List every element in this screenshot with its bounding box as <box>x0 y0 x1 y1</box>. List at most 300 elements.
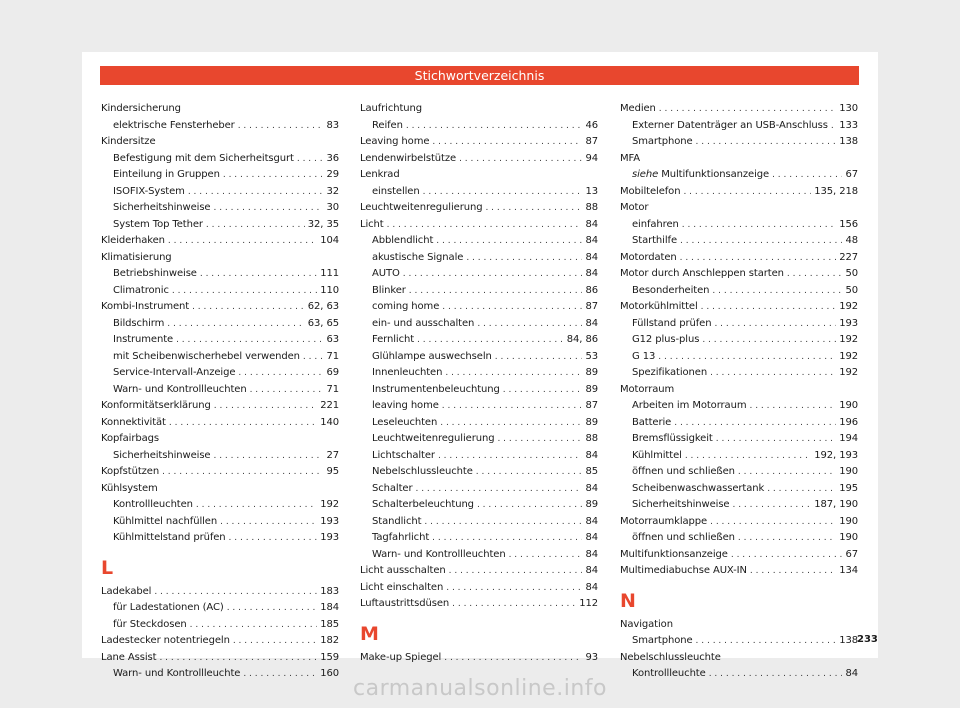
index-entry-label: Tagfahrlicht <box>372 532 430 543</box>
leader-dots <box>476 464 583 481</box>
leader-dots <box>406 118 583 135</box>
index-page-ref: 183 <box>320 585 339 597</box>
index-entry-label-target: Multifunktionsanzeige <box>658 169 770 180</box>
index-entry-label: elektrische Fensterheber <box>113 119 235 131</box>
leader-dots <box>444 650 582 667</box>
leader-dots <box>159 650 317 667</box>
index-entry-label: Kleiderhaken <box>101 235 165 246</box>
index-entry-label: Lendenwirbelstütze <box>360 152 457 164</box>
index-entry <box>360 101 598 118</box>
leader-dots <box>238 365 323 382</box>
leader-dots <box>683 184 811 201</box>
index-subentry <box>620 332 858 349</box>
index-subentry <box>360 497 598 514</box>
leader-dots <box>172 283 317 300</box>
index-subentry <box>360 365 598 382</box>
index-page-ref: 135, 218 <box>814 185 858 197</box>
index-entry <box>620 299 858 316</box>
index-entry-label: Bremsflüssigkeit <box>632 433 713 444</box>
index-entry <box>620 514 858 531</box>
index-entry <box>620 151 858 168</box>
leader-dots <box>206 217 305 234</box>
leader-dots <box>196 497 317 514</box>
index-page-ref: 63, 65 <box>307 317 339 329</box>
index-entry-label: Sicherheitshinweise <box>113 202 211 213</box>
leader-dots <box>731 547 843 564</box>
index-column-3 <box>620 101 858 683</box>
index-page-ref: 84 <box>585 515 598 527</box>
leader-dots <box>423 184 583 201</box>
index-page-ref: 87 <box>585 301 598 312</box>
index-entry-label: für Steckdosen <box>113 618 187 630</box>
index-subentry <box>360 547 598 564</box>
index-entry-label: Bildschirm <box>113 317 165 329</box>
index-entry-label: öffnen und schließen <box>632 532 735 543</box>
index-entry-label: einstellen <box>372 185 420 197</box>
index-subentry <box>620 448 858 465</box>
index-subentry <box>101 316 339 333</box>
leader-dots <box>831 118 836 135</box>
index-page-ref: 195 <box>839 482 858 494</box>
index-entry-label: Leseleuchten <box>372 416 438 428</box>
index-entry-label: Kontrollleuchten <box>113 499 193 510</box>
index-page-ref: 84, 86 <box>566 334 598 345</box>
index-subentry <box>360 448 598 465</box>
index-page-ref: 50 <box>845 268 858 279</box>
index-entry-label: Luftaustrittsdüsen <box>360 598 450 609</box>
leader-dots <box>716 431 836 448</box>
index-entry-label: Leuchtweitenregulierung <box>360 202 483 213</box>
leader-dots <box>192 299 305 316</box>
index-page-ref: 187, 190 <box>814 499 858 510</box>
index-entry-label: Instrumente <box>113 334 174 345</box>
index-page-ref: 88 <box>585 202 598 213</box>
index-entry <box>620 563 858 580</box>
index-page-ref: 71 <box>326 350 339 362</box>
index-page-ref: 93 <box>585 651 598 663</box>
index-page-ref: 32, 35 <box>307 218 339 230</box>
index-entry-label: Füllstand prüfen <box>632 317 712 329</box>
leader-dots <box>787 266 843 283</box>
index-entry-label: Betriebshinweise <box>113 268 197 279</box>
index-entry-label: Lenkrad <box>360 169 400 180</box>
index-page-ref: 83 <box>326 119 339 131</box>
index-subentry <box>101 118 339 135</box>
index-page-ref: 62, 63 <box>307 301 339 312</box>
index-page-ref: 84 <box>845 668 858 679</box>
leader-dots <box>702 332 836 349</box>
index-page-ref: 84 <box>585 482 598 494</box>
leader-dots <box>497 431 582 448</box>
index-entry-label: Licht <box>360 218 384 230</box>
index-subentry <box>360 431 598 448</box>
index-subentry <box>620 118 858 135</box>
index-entry-label: Motor <box>620 202 649 213</box>
leader-dots <box>409 283 583 300</box>
index-entry-label: Kombi-Instrument <box>101 301 190 312</box>
index-entry-label: Nebelschlussleuchte <box>620 651 721 663</box>
index-entry-label: öffnen und schließen <box>632 466 735 477</box>
index-subentry <box>360 266 598 283</box>
leader-dots <box>238 118 324 135</box>
index-entry-label: Leaving home <box>360 136 430 147</box>
index-page-ref: 67 <box>845 169 858 180</box>
leader-dots <box>682 217 836 234</box>
index-entry-label: Schalterbeleuchtung <box>372 499 474 510</box>
index-entry-label: mit Scheibenwischerhebel verwenden <box>113 350 300 362</box>
index-entry <box>101 584 339 601</box>
leader-dots <box>214 398 317 415</box>
index-entry <box>620 266 858 283</box>
watermark: carmanualsonline.info <box>353 676 607 701</box>
leader-dots <box>685 448 811 465</box>
index-page-ref: 156 <box>839 218 858 230</box>
index-page-ref: 29 <box>326 169 339 180</box>
index-page-ref: 84 <box>585 532 598 543</box>
index-entry-label: Kühlmittelstand prüfen <box>113 532 226 543</box>
index-page-ref: 84 <box>585 251 598 263</box>
index-entry-label: Einteilung in Gruppen <box>113 169 220 180</box>
leader-dots <box>446 580 582 597</box>
index-entry <box>101 415 339 432</box>
leader-dots <box>250 382 324 399</box>
index-page-ref: 89 <box>585 499 598 510</box>
leader-dots <box>696 633 837 650</box>
index-subentry <box>101 349 339 366</box>
index-entry-label: Kühlsystem <box>101 482 158 494</box>
index-subentry <box>620 349 858 366</box>
leader-dots <box>154 584 317 601</box>
index-page-ref: 84 <box>585 548 598 560</box>
index-entry-label: Abblendlicht <box>372 235 434 246</box>
index-subentry <box>620 464 858 481</box>
leader-dots <box>227 600 318 617</box>
leader-dots <box>509 547 583 564</box>
page-number: 233 <box>857 634 878 645</box>
index-entry-label: Motordaten <box>620 251 677 263</box>
index-entry-label: Blinker <box>372 284 406 296</box>
leader-dots <box>714 316 836 333</box>
index-page-ref: 193 <box>839 317 858 329</box>
index-entry-label: Kopfstützen <box>101 466 160 477</box>
leader-dots <box>432 134 582 151</box>
index-entry-label: Service-Intervall-Anzeige <box>113 367 236 378</box>
leader-dots <box>167 316 305 333</box>
index-subentry <box>101 382 339 399</box>
leader-dots <box>452 596 576 613</box>
index-entry-label: Leuchtweitenregulierung <box>372 433 495 444</box>
index-entry <box>360 151 598 168</box>
index-entry-label: Make-up Spiegel <box>360 651 442 663</box>
index-page-ref: 110 <box>320 284 339 296</box>
index-subentry <box>620 497 858 514</box>
index-entry-label: Externer Datenträger an USB-Anschluss <box>632 119 828 131</box>
leader-dots <box>485 200 582 217</box>
index-subentry <box>620 283 858 300</box>
leader-dots <box>436 233 582 250</box>
index-page-ref: 190 <box>839 532 858 543</box>
index-entry <box>101 431 339 448</box>
leader-dots <box>213 448 323 465</box>
index-subentry <box>360 250 598 267</box>
index-subentry <box>101 283 339 300</box>
index-entry-label: Batterie <box>632 416 672 428</box>
leader-dots <box>459 151 582 168</box>
leader-dots <box>168 233 317 250</box>
leader-dots <box>466 250 582 267</box>
leader-dots <box>680 250 837 267</box>
leader-dots <box>162 464 323 481</box>
index-entry <box>360 200 598 217</box>
index-entry-label: Scheibenwaschwassertank <box>632 482 765 494</box>
index-entry-label: Innenleuchten <box>372 367 443 378</box>
index-subentry <box>360 184 598 201</box>
index-entry-label: Multifunktionsanzeige <box>620 548 728 560</box>
index-entry-label: AUTO <box>372 268 400 279</box>
leader-dots <box>415 481 582 498</box>
index-entry-label: Ladestecker notentriegeln <box>101 635 230 646</box>
page-title: Stichwortverzeichnis <box>414 68 545 83</box>
leader-dots <box>658 349 836 366</box>
index-entry-label: ISOFIX-System <box>113 185 185 197</box>
index-page-ref: 185 <box>320 618 339 630</box>
index-page-ref: 192 <box>839 350 858 362</box>
index-entry-label: Besonderheiten <box>632 284 710 296</box>
index-subentry <box>360 299 598 316</box>
index-subentry <box>620 217 858 234</box>
leader-dots <box>477 497 583 514</box>
index-page-ref: 36 <box>326 152 339 164</box>
index-page-ref: 69 <box>326 367 339 378</box>
index-entry <box>101 101 339 118</box>
index-subentry <box>101 617 339 634</box>
index-page-ref: 86 <box>585 284 598 296</box>
index-subentry <box>360 233 598 250</box>
index-page-ref: 67 <box>845 548 858 560</box>
index-entry-label: akustische Signale <box>372 251 464 263</box>
index-entry-label: G 13 <box>632 350 656 362</box>
index-page-ref: 48 <box>845 235 858 246</box>
leader-dots <box>442 299 582 316</box>
index-entry-label: Reifen <box>372 119 403 131</box>
index-entry <box>360 134 598 151</box>
leader-dots <box>710 365 836 382</box>
index-page-ref: 63 <box>326 334 339 345</box>
index-subentry <box>620 316 858 333</box>
index-page-ref: 133 <box>839 119 858 131</box>
index-entry-label: MFA <box>620 152 641 164</box>
index-entry <box>101 481 339 498</box>
index-entry-label: Sicherheitshinweise <box>113 449 211 461</box>
index-entry-label: Lane Assist <box>101 651 157 663</box>
leader-dots <box>712 283 842 300</box>
index-page-ref: 193 <box>320 515 339 527</box>
index-page-ref: 190 <box>839 400 858 411</box>
index-page-ref: 138 <box>839 635 858 646</box>
index-page-ref: 95 <box>326 466 339 477</box>
index-page-ref: 182 <box>320 635 339 646</box>
leader-dots <box>495 349 583 366</box>
index-entry-label: Konformitätserklärung <box>101 400 211 411</box>
index-page-ref: 71 <box>326 383 339 395</box>
index-entry <box>101 398 339 415</box>
leader-dots <box>190 617 318 634</box>
index-entry-label: Schalter <box>372 482 413 494</box>
index-entry <box>620 547 858 564</box>
index-page-ref: 140 <box>320 416 339 428</box>
index-page-ref: 196 <box>839 416 858 428</box>
index-entry-label: Ladekabel <box>101 585 152 597</box>
leader-dots <box>188 184 324 201</box>
index-entry <box>360 650 598 667</box>
index-page-ref: 30 <box>326 202 339 213</box>
index-subentry <box>620 398 858 415</box>
index-subentry <box>101 167 339 184</box>
index-entry-label: Starthilfe <box>632 235 677 246</box>
index-entry-label: Nebelschlussleuchte <box>372 466 473 477</box>
index-entry <box>101 464 339 481</box>
index-page-ref: 13 <box>585 185 598 197</box>
leader-dots <box>213 200 323 217</box>
leader-dots <box>710 514 836 531</box>
index-page-ref: 221 <box>320 400 339 411</box>
leader-dots <box>445 365 582 382</box>
index-subentry <box>101 365 339 382</box>
index-column-2 <box>360 101 598 666</box>
index-entry-label: für Ladestationen (AC) <box>113 602 224 613</box>
index-page-ref: 138 <box>839 136 858 147</box>
index-entry-label: Kühlmittel nachfüllen <box>113 515 218 527</box>
index-page-ref: 184 <box>320 602 339 613</box>
index-entry <box>101 250 339 267</box>
index-subentry <box>101 600 339 617</box>
index-entry-label: Instrumentenbeleuchtung <box>372 383 500 395</box>
index-subentry <box>360 316 598 333</box>
leader-dots <box>738 530 836 547</box>
leader-dots <box>303 349 324 366</box>
index-page-ref: 134 <box>839 565 858 576</box>
index-page-ref: 53 <box>585 350 598 362</box>
index-entry-label: Konnektivität <box>101 416 166 428</box>
index-entry-label: Kopfairbags <box>101 433 159 444</box>
index-subentry <box>101 184 339 201</box>
index-page-ref: 46 <box>585 119 598 131</box>
index-entry-label: Warn- und Kontrollleuchten <box>113 383 247 395</box>
index-entry <box>360 167 598 184</box>
index-entry-label: Befestigung mit dem Sicherheitsgurt <box>113 152 294 164</box>
leader-dots <box>440 415 582 432</box>
index-subentry <box>101 514 339 531</box>
index-entry <box>620 382 858 399</box>
index-section-letter: M <box>360 622 379 645</box>
leader-dots <box>477 316 582 333</box>
leader-dots <box>169 415 317 432</box>
index-page-ref: 190 <box>839 515 858 527</box>
index-page-ref: 84 <box>585 268 598 279</box>
index-entry <box>101 650 339 667</box>
index-page-ref: 89 <box>585 416 598 428</box>
index-entry-label-see: siehe <box>632 169 659 180</box>
leader-dots <box>659 101 836 118</box>
index-page-ref: 192 <box>839 301 858 312</box>
index-entry-label: Licht ausschalten <box>360 565 446 576</box>
index-page-ref: 190 <box>839 466 858 477</box>
index-page-ref: 84 <box>585 317 598 329</box>
index-entry-label: Fernlicht <box>372 334 415 345</box>
index-page-ref: 84 <box>585 218 598 230</box>
index-entry <box>620 101 858 118</box>
leader-dots <box>449 563 583 580</box>
index-page-ref: 88 <box>585 433 598 444</box>
index-entry-label: Navigation <box>620 618 673 630</box>
index-page-ref: 160 <box>320 668 339 679</box>
index-page-ref: 194 <box>839 433 858 444</box>
leader-dots <box>403 266 583 283</box>
index-entry-label: Arbeiten im Motorraum <box>632 400 747 411</box>
index-subentry <box>620 233 858 250</box>
index-subentry <box>360 530 598 547</box>
index-subentry <box>101 448 339 465</box>
index-entry <box>360 217 598 234</box>
index-subentry <box>101 266 339 283</box>
index-entry-label: Medien <box>620 103 656 114</box>
index-page-ref: 130 <box>839 103 858 114</box>
index-entry-label: Multimediabuchse AUX-IN <box>620 565 747 576</box>
index-entry-label: Motorkühlmittel <box>620 301 698 312</box>
index-subentry <box>620 431 858 448</box>
index-subentry <box>620 530 858 547</box>
index-subentry <box>360 283 598 300</box>
index-entry-label: Kindersicherung <box>101 103 181 114</box>
leader-dots <box>701 299 837 316</box>
index-page-ref: 111 <box>320 268 339 279</box>
index-subentry <box>360 118 598 135</box>
index-entry-label: Lichtschalter <box>372 449 435 461</box>
index-subentry <box>360 332 598 349</box>
leader-dots <box>417 332 564 349</box>
index-entry-label: G12 plus-plus <box>632 334 700 345</box>
index-subentry <box>360 464 598 481</box>
index-entry <box>620 250 858 267</box>
index-subentry <box>101 530 339 547</box>
leader-dots <box>233 633 317 650</box>
leader-dots <box>297 151 324 168</box>
index-entry-label: Laufrichtung <box>360 103 423 114</box>
index-page-ref: 84 <box>585 235 598 246</box>
index-entry-label: ein- und ausschalten <box>372 317 475 329</box>
index-entry <box>620 200 858 217</box>
index-subentry <box>620 134 858 151</box>
leader-dots <box>738 464 836 481</box>
index-page-ref: 84 <box>585 565 598 576</box>
page-header <box>100 66 859 85</box>
index-page-ref: 27 <box>326 449 339 461</box>
index-entry <box>360 596 598 613</box>
index-entry <box>101 299 339 316</box>
leader-dots <box>387 217 583 234</box>
index-page-ref: 192, 193 <box>814 449 858 461</box>
index-page-ref: 84 <box>585 449 598 461</box>
index-subentry <box>101 497 339 514</box>
index-section-letter: N <box>620 589 636 612</box>
index-subentry <box>360 349 598 366</box>
index-subentry <box>101 200 339 217</box>
index-entry <box>360 580 598 597</box>
index-entry-label: System Top Tether <box>113 218 203 230</box>
leader-dots <box>424 514 582 531</box>
index-column-1 <box>101 101 339 683</box>
index-entry-label: Licht einschalten <box>360 581 444 593</box>
